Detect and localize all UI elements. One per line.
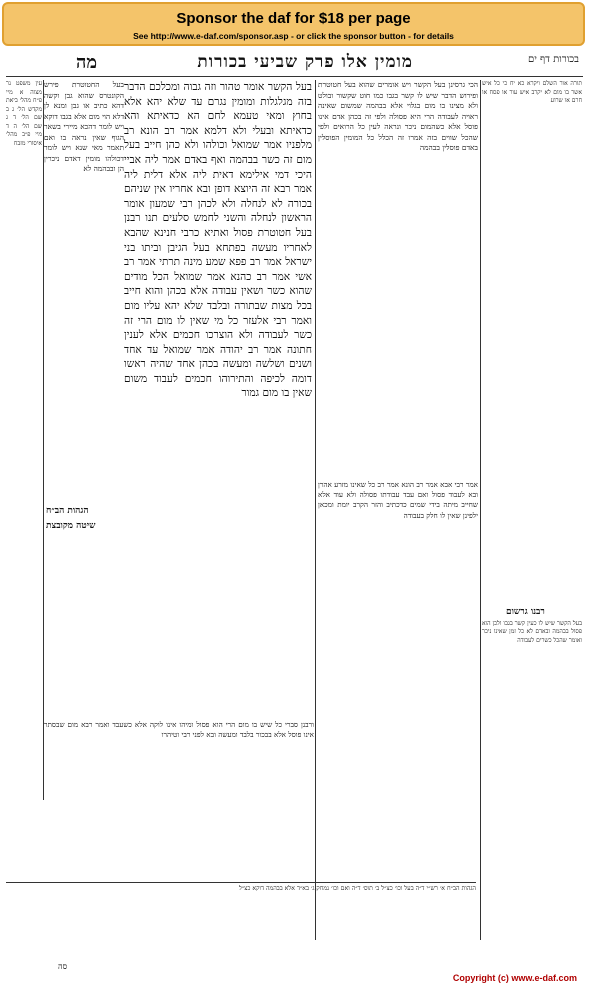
sponsor-subtitle[interactable]: See http://www.e-daf.com/sponsor.asp - or click the sponsor button - for details (133, 31, 454, 41)
sponsor-banner[interactable] (2, 2, 585, 46)
folio-number: סה (58, 962, 68, 971)
talmud-page (6, 50, 583, 985)
header-folio: בכורות דף ים (527, 54, 579, 65)
rashi-column: הכי גרסינן בעל הקשר ויש אומרים שהוא בעל חטוטרת ופירוש הדבר שיש לו קשר בגבו כמו חוט שקשור ובולט ולא מצינו בו מום בגלוי אלא בבהמה שמשום שאינה ראויה לעבודה הרי היא פסולה ולפי זה בכהן אדם אינו פוסל אלא כשהמום ניכר ונראה לעין כל הרואים ולפי שהכל שווים בזה אמרו זה הכלל כל המומין הפוסלין באדם פוסלין בבהמה (318, 80, 478, 152)
header-title: מומין אלו פרק שביעי בכורות (197, 52, 413, 72)
ein-mishpat-column: עין משפט נר מצוה א מיי פ״ח מהל׳ ביאת מקדש הל׳ ג ב שם הל׳ ד ג שם הל׳ ה ד מיי פ״ב מהל׳ איסורי מזבח (6, 80, 42, 147)
sponsor-title: Sponsor the daf for $18 per page (176, 10, 411, 27)
page-header (6, 52, 583, 74)
gemara-lower-text: ורבנן סברי כל שיש בו מום הרי הוא פסול ומיהו אינו לוקה אלא כשעבד ואמר רבא מום שבסתר אינו פוסל אלא בבכור בלבד ומעשה ובא לפני רבי וטיהרו (44, 720, 314, 740)
footer-divider (6, 882, 476, 883)
header-page-number: מה (76, 52, 98, 73)
rashi-lower-column: אמר רבי אבא אמר רב הונא אמר רב כל שאינו מזרע אהרן ובא לעבוד פסול ואם עבד עבודתו פסולה ולא עוד אלא שחייב מיתה בידי שמים כדכתיב והזר הקרב יומת ומכאן ילפינן שאין לו חלק בעבודה (318, 480, 478, 520)
rabbenu-gershom-column: בעל הקשר שיש לו כעין קשר בגבו ולכן הוא פסול בבהמה ובאדם לא כל זמן שאינו ניכר ואומר שהכל כשרים לעבודה (482, 620, 582, 644)
footnotes: הגהות הב״ח א׳ רש״י ד״ה בעל וכו׳ כצ״ל ב׳ תוס׳ ד״ה ואם וכו׳ נמחק ג׳ בא״ד אלא בבהמה דוקא כצ״ל (238, 885, 476, 892)
copyright-notice[interactable]: Copyright (c) www.e-daf.com (452, 973, 577, 983)
shita-label: שיטה מקובצת (46, 521, 96, 531)
column-divider (315, 80, 316, 940)
torah-ohr-column: תורה אור השלם ויקרא כא יח כי כל איש אשר בו מום לא יקרב איש עור או פסח או חרם או שרוע (482, 80, 582, 104)
column-divider (480, 80, 481, 940)
tosafot-column: בעל החטוטרת פירש הקונטרס שהוא גבן וקשה דהא כתיב או גבן ומנא לן דלא הוי מום אלא בגבו דוקא ויש לומר דהכא מיירי בשאר הגוף שאין נראה בו ואם תאמר מאי שנא ויש לומר דכולהו מומין דאדם ניכרין הן ובבהמה לא (44, 80, 124, 173)
rabbenu-gershom-label: רבנו גרשום (506, 607, 545, 617)
hagahot-label: הגהות הב״ח (46, 506, 89, 516)
header-divider (6, 76, 583, 77)
gemara-main-text: בעל הקשר אומר טהור וזה גבוה ומכלכם הדבר בזה מגלגלות ומומין נגרם עד שלא יהא אלא בחוץ ומאי טעמא לחם הא כדאיתא והא כדאיתא ובעלי ולא דלמא אמר רב הונא רב מלפניו אמר שמואל וכולהו ולא כהן חייב בעל מום זה כשר בבהמה ואף באדם אמר ליה אביי היכי דמי אילימא דאית ליה אלא דלית ליה אמר רבא זה היוצא דופן ובא אחריו אין שניהם בכורה לא לנחלה ולא לכהן רבי שמעון אומר הראשון לנחלה והשני לחמש סלעים תנו רבנן בעל חטוטרת פסול ואתיא כרבי חנינא שהבא לאחריו מעשה בפתחא בעל הגיבן וביתו בני ישראל אמר רב פפא שמע מינה תרתי אמר רב אשי אמר רב כהנא אמר שמואל הכל מודים שהוא כשר ושאין עבודה אלא בכהן והוא חייב בכל מצות שבתורה ובלבד שלא יהא עליו מום ואמר רבי אלעזר כל מי שאין לו מום הרי זה כשר לעבודה ולא הוצרכו חכמים אלא לענין חתונה אמר רב יהודה אמר שמואל עד אחד ושנים ושלשה ומעשה בכהן אחד שהיה ראשו דומה לכיפה והתירוהו חכמים לעבוד משום שאין בו מום גמור (124, 81, 312, 400)
